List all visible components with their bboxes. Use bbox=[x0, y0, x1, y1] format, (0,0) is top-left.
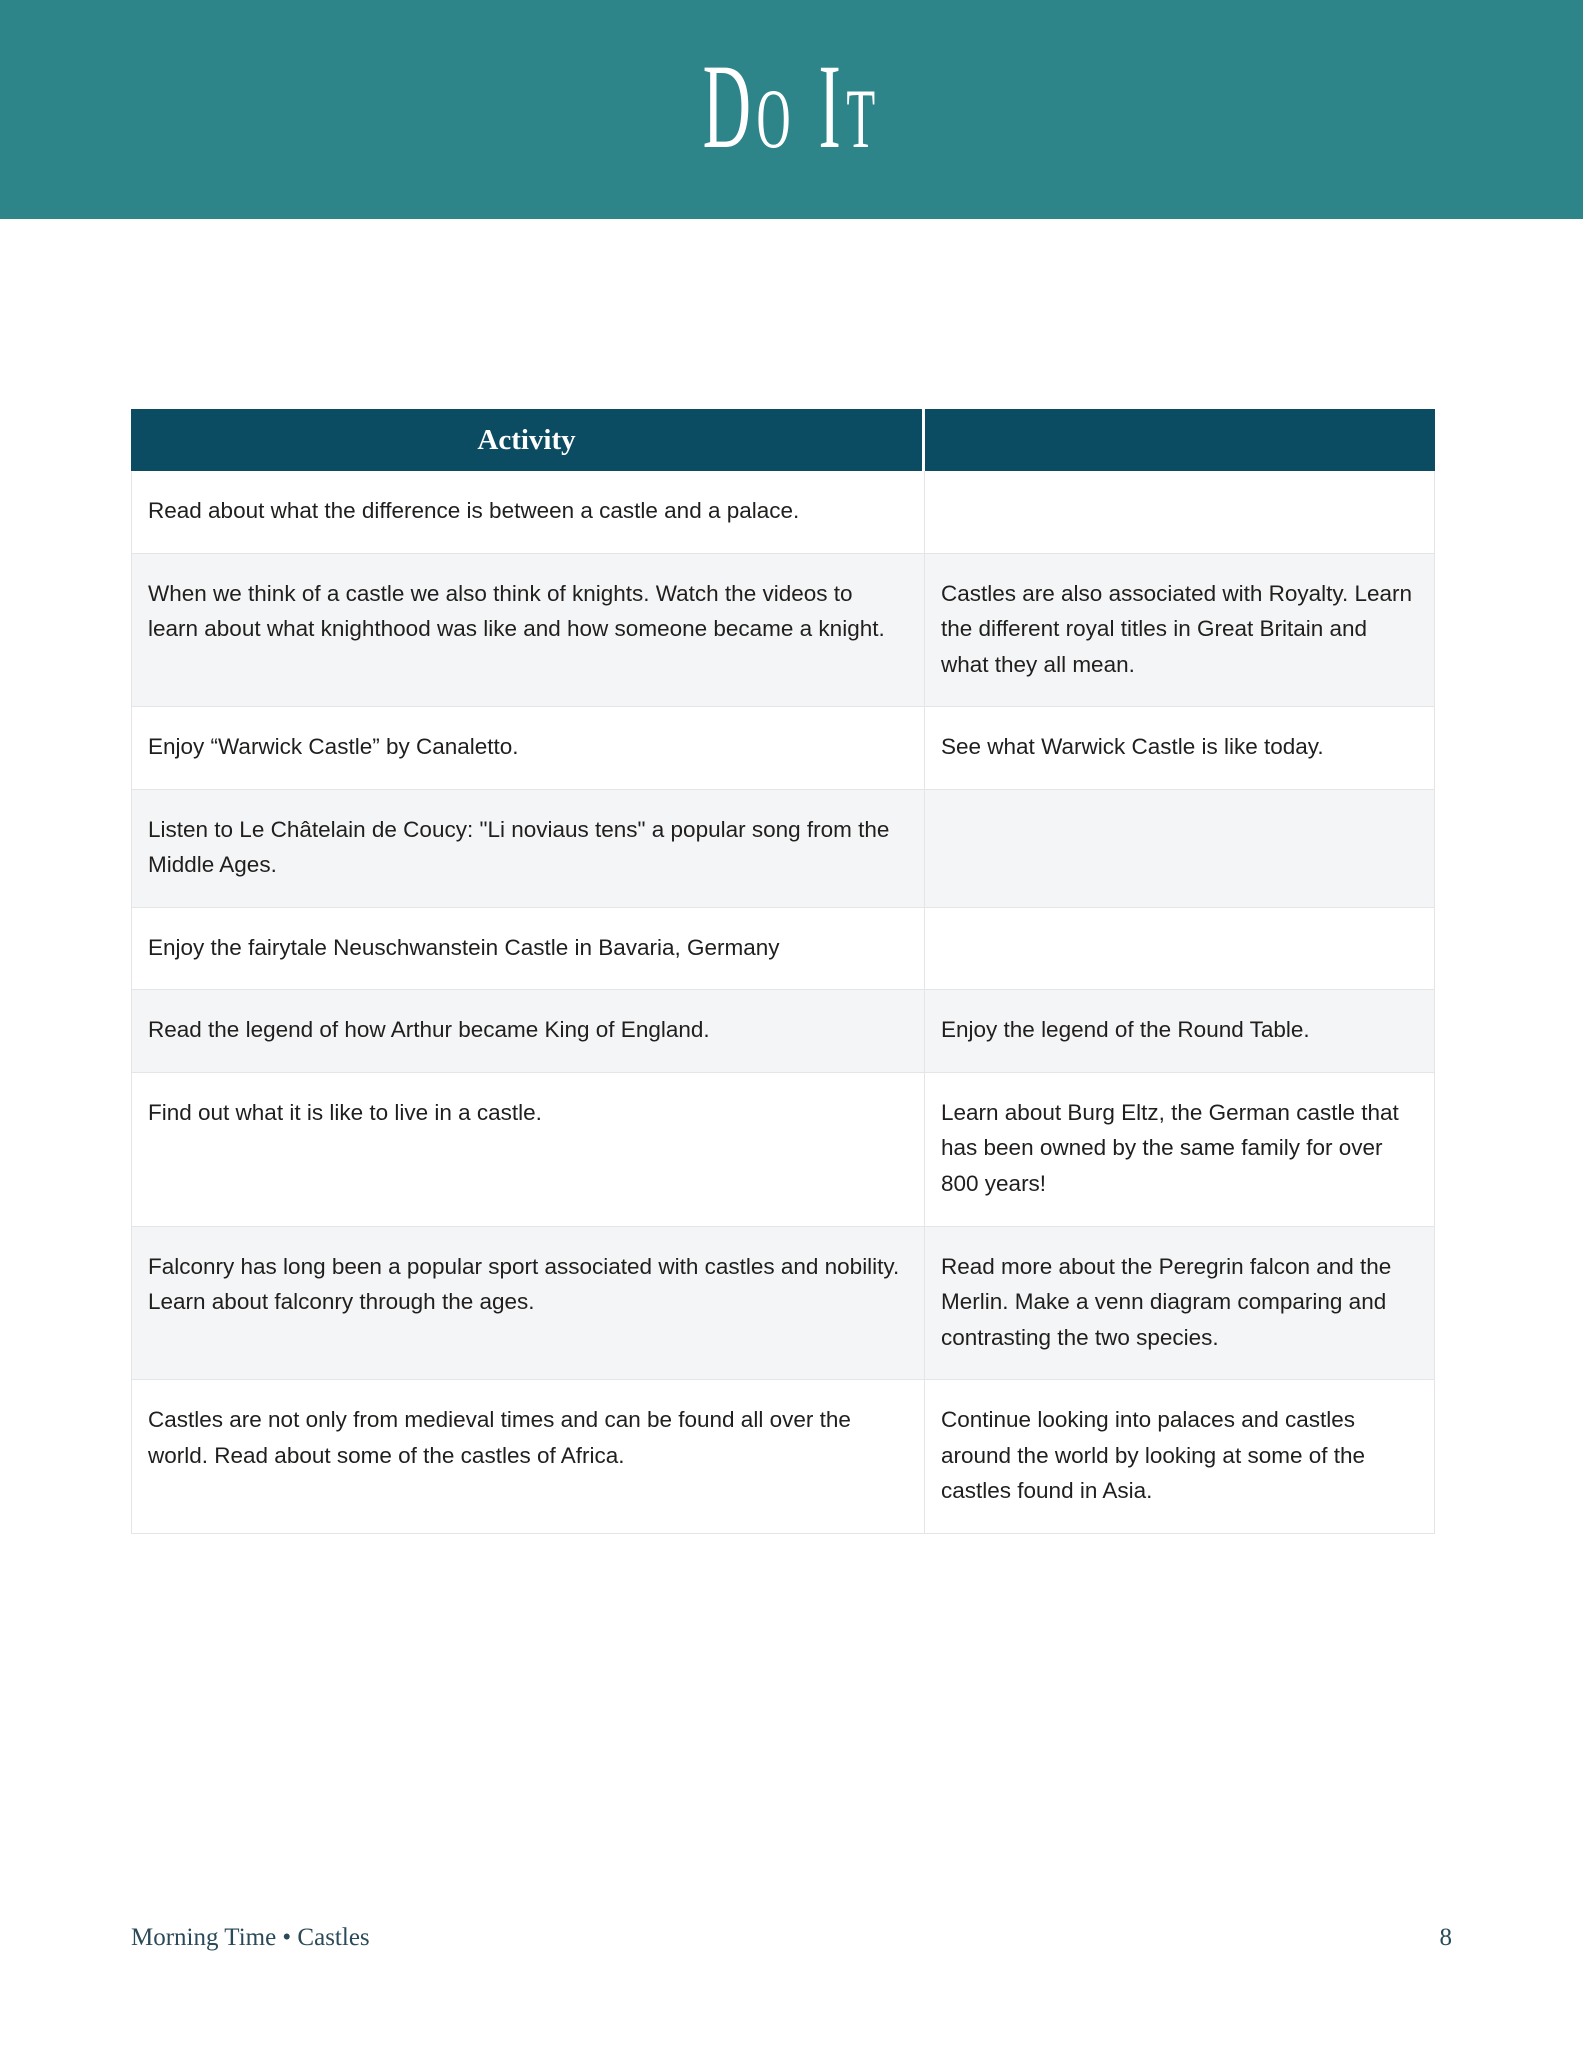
table-row bbox=[131, 707, 1435, 790]
extra-text: Continue looking into palaces and castles around the world by looking at some of the castles found in Asia. bbox=[941, 1407, 1366, 1504]
activity-text: Falconry has long been a popular sport associated with castles and nobility. Learn about falconry through the ages. bbox=[148, 1253, 900, 1315]
table-row bbox=[131, 1227, 1435, 1381]
activity-text: Find out what it is like to live in a castle. bbox=[148, 1099, 542, 1125]
table-row bbox=[131, 908, 1435, 991]
table-cell-extra bbox=[925, 471, 1435, 554]
table-cell-activity bbox=[131, 471, 925, 554]
table-cell-extra bbox=[925, 1380, 1435, 1534]
table-row bbox=[131, 1380, 1435, 1534]
table-row bbox=[131, 790, 1435, 908]
extra-text: See what Warwick Castle is like today. bbox=[941, 734, 1324, 760]
page-title: Do It bbox=[702, 40, 881, 174]
table-cell-activity bbox=[131, 554, 925, 708]
extra-text: Learn about Burg Eltz, the German castle that has been owned by the same family for over 800 years! bbox=[941, 1099, 1399, 1197]
table-body bbox=[131, 471, 1435, 1534]
activity-text: Enjoy the fairytale Neuschwanstein Castle in Bavaria, Germany bbox=[148, 934, 780, 960]
table-header-row bbox=[131, 409, 1435, 471]
table-cell-activity bbox=[131, 908, 925, 991]
column-header-extra bbox=[925, 409, 1435, 471]
activity-text: Castles are not only from medieval times and can be found all over the world. Read about some of the castles of Africa. bbox=[148, 1407, 851, 1468]
column-header-activity: Activity bbox=[131, 409, 925, 471]
footer-breadcrumb: Morning Time • Castles bbox=[131, 1924, 370, 1951]
extra-text: Read more about the Peregrin falcon and the Merlin. Make a venn diagram comparing and contrasting the two species. bbox=[941, 1253, 1392, 1350]
table-cell-extra bbox=[925, 554, 1435, 708]
table-cell-activity bbox=[131, 707, 925, 790]
table-cell-activity bbox=[131, 990, 925, 1073]
table-cell-extra bbox=[925, 790, 1435, 908]
extra-text: Enjoy the legend of the Round Table. bbox=[941, 1017, 1310, 1043]
activity-table-container bbox=[131, 409, 1435, 1534]
table-cell-activity bbox=[131, 1073, 925, 1227]
table-row bbox=[131, 1073, 1435, 1227]
activity-text: Read about what the difference is between a castle and a palace. bbox=[148, 498, 800, 523]
table-row bbox=[131, 471, 1435, 554]
activity-text: Enjoy “Warwick Castle” by Canaletto. bbox=[148, 734, 519, 760]
table-cell-extra bbox=[925, 1227, 1435, 1381]
table-cell-extra bbox=[925, 1073, 1435, 1227]
table-cell-extra bbox=[925, 707, 1435, 790]
table-cell-activity bbox=[131, 1227, 925, 1381]
page-footer bbox=[131, 1918, 1452, 1958]
activity-text: When we think of a castle we also think of knights. Watch the videos to learn about what knighthood was like and how someone became a knight. bbox=[148, 580, 885, 642]
table-row bbox=[131, 554, 1435, 708]
page-banner bbox=[0, 0, 1583, 219]
table-cell-activity bbox=[131, 1380, 925, 1534]
table-cell-extra bbox=[925, 908, 1435, 991]
activity-text: Read the legend of how Arthur became King of England. bbox=[148, 1017, 710, 1043]
activity-table bbox=[131, 409, 1435, 1534]
footer-page-number: 8 bbox=[1439, 1924, 1452, 1951]
table-row bbox=[131, 990, 1435, 1073]
page-body bbox=[0, 219, 1583, 2048]
table-cell-activity bbox=[131, 790, 925, 908]
table-header bbox=[131, 409, 1435, 471]
extra-text: Castles are also associated with Royalty. Learn the different royal titles in Great Britain and what they all mean. bbox=[941, 580, 1413, 677]
activity-text: Listen to Le Châtelain de Coucy: "Li noviaus tens" a popular song from the Middle Ages. bbox=[148, 816, 890, 878]
table-cell-extra bbox=[925, 990, 1435, 1073]
